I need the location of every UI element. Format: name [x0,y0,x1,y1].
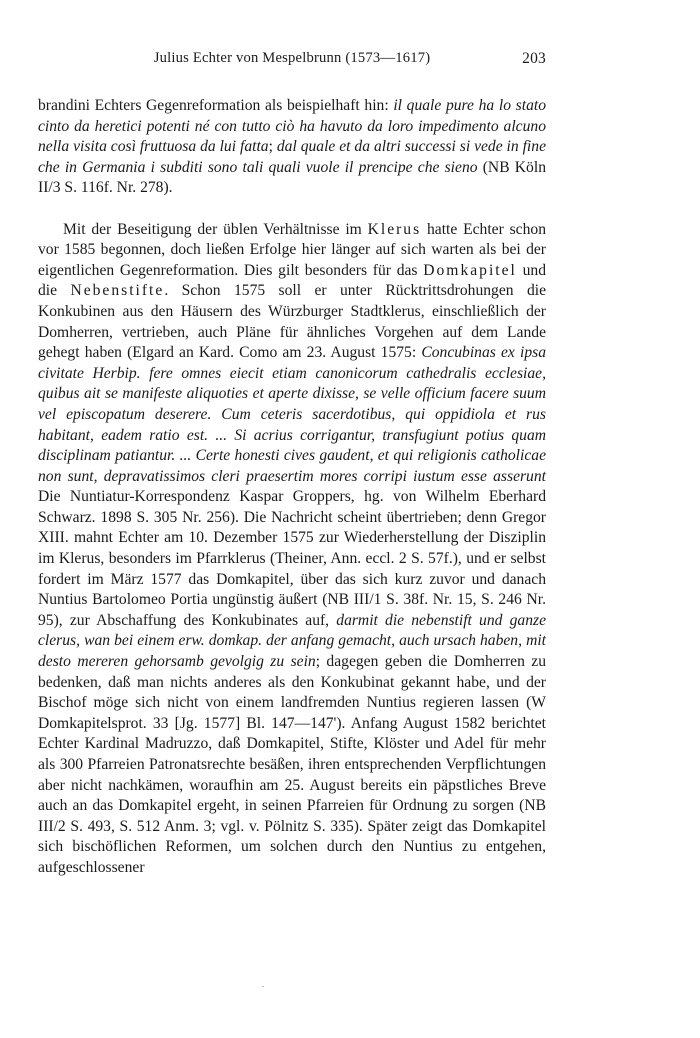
p2-text-4: . Schon 1575 soll er unter Rücktrittsdrohungen die Konkubinen aus den Häusern des Würzburger Stadtklerus, einschließlich der Domherren, vertrieben, auch Pläne für ähnliches Vorgehen auf dem Lande gehegt haben (Elgard an Kard. Como am 23. August 1575: [38,282,546,362]
p1-text-1: brandini Echters Gegenreformation als beispielhaft hin: [38,97,394,114]
page-number: 203 [522,50,546,67]
p1-citation: (NB Köln II/3 S. 116f. Nr. 278). [38,158,546,197]
p1-italian-quote-1: il quale pure ha lo stato cinto da heretici potenti né con tutto ciò ha havuto da loro impedimento alcuno nella visita così fruttuosa da lui fatta [38,97,546,156]
body-text [38,96,546,879]
p2-text-2: hatte Echter schon vor 1585 begonnen, doch ließen Erfolge hier länger auf sich warten als bei der eigentlichen Gegenreformation. Dies gilt besonders für das [38,220,546,279]
paragraph-2 [38,220,546,879]
term-nebenstifte: Nebenstifte [70,282,165,300]
p2-text-6: ; dagegen geben die Domherren zu bedenken, daß man nichts anderes als den Konkubinat gekannt habe, und der Bischof möge sich nicht von einem landfremden Nuntius regieren lassen (W Domkapitelsprot. 33 [Jg. 1577] Bl. 147—147'). Anfang August 1582 berichtet Echter Kardinal Madruzzo, daß Domkapitel, Stifte, Klöster und Adel für mehr als 300 Pfarreien Patronatsrechte besäßen, ihren entsprechenden Verpflichtungen aber nicht nachkämen, woraufhin am 25. August bereits ein päpstliches Breve auch an das Domkapitel ergeht, in seinen Pfarreien für Ordnung zu sorgen (NB III/2 S. 493, S. 512 Anm. 3; vgl. v. Pölnitz S. 335). Später zeigt das Domkapitel sich bischöflichen Reformen, um solchen durch den Nuntius zu entgehen, aufgeschlossener [38,653,546,876]
term-klerus: Klerus [367,220,422,238]
scan-speck [262,986,264,987]
p1-text-2: ; [268,138,277,156]
paragraph-1 [38,96,546,199]
term-domkapitel: Domkapitel [423,261,517,279]
running-head [38,50,546,72]
p2-german-quote: darmit die nebenstift und ganze clerus, wan bei einem erw. domkap. der anfang gemacht, auch ursach haben, mit desto mereren gehorsamb gevolgig zu sein [38,611,547,671]
running-title: Julius Echter von Mespelbrunn (1573—1617) [153,50,431,66]
p2-text-1: Mit der Beseitigung der üblen Verhältnisse im [63,220,368,238]
p2-text-3: und die [38,261,546,300]
p2-text-5: Die Nuntiatur-Korrespondenz Kaspar Groppers, hg. von Wilhelm Eberhard Schwarz. 1898 S. 305 Nr. 256). Die Nachricht scheint übertrieben; denn Gregor XIII. mahnt Echter am 10. Dezember 1575 zur Wiederherstellung der Disziplin im Klerus, besonders im Pfarrklerus (Theiner, Ann. eccl. 2 S. 57f.), und er selbst fordert im März 1577 das Domkapitel, über das sich kurz zuvor und danach Nuntius Bartolomeo Portia ungünstig äußert (NB III/1 S. 38f. Nr. 15, S. 246 Nr. 95), zur Abschaffung des Konkubinates auf, [38,488,546,629]
p2-latin-quote: Concubinas ex ipsa civitate Herbip. fere omnes eiecit etiam canonicorum cathedralis ecclesiae, quibus ait se manifeste aliquoties et aperte dixisse, se velle officium facere suum vel episcopatum deserere. Cum ceteris sacerdotibus, qui oppidiola et rus habitant, eadem ratio est. ... Si acrius corrigantur, transfugiunt potius quam disciplinam patiantur. ... Certe honesti cives gaudent, et qui religionis catholicae non sunt, depravatissimos cleri praesertim mores corripi iustum esse asserunt [38,344,546,485]
p1-italian-quote-2: dal quale et da altri successi si vede in fine che in Germania i subditi sono tali quali vuole il prencipe che sieno [38,138,546,176]
